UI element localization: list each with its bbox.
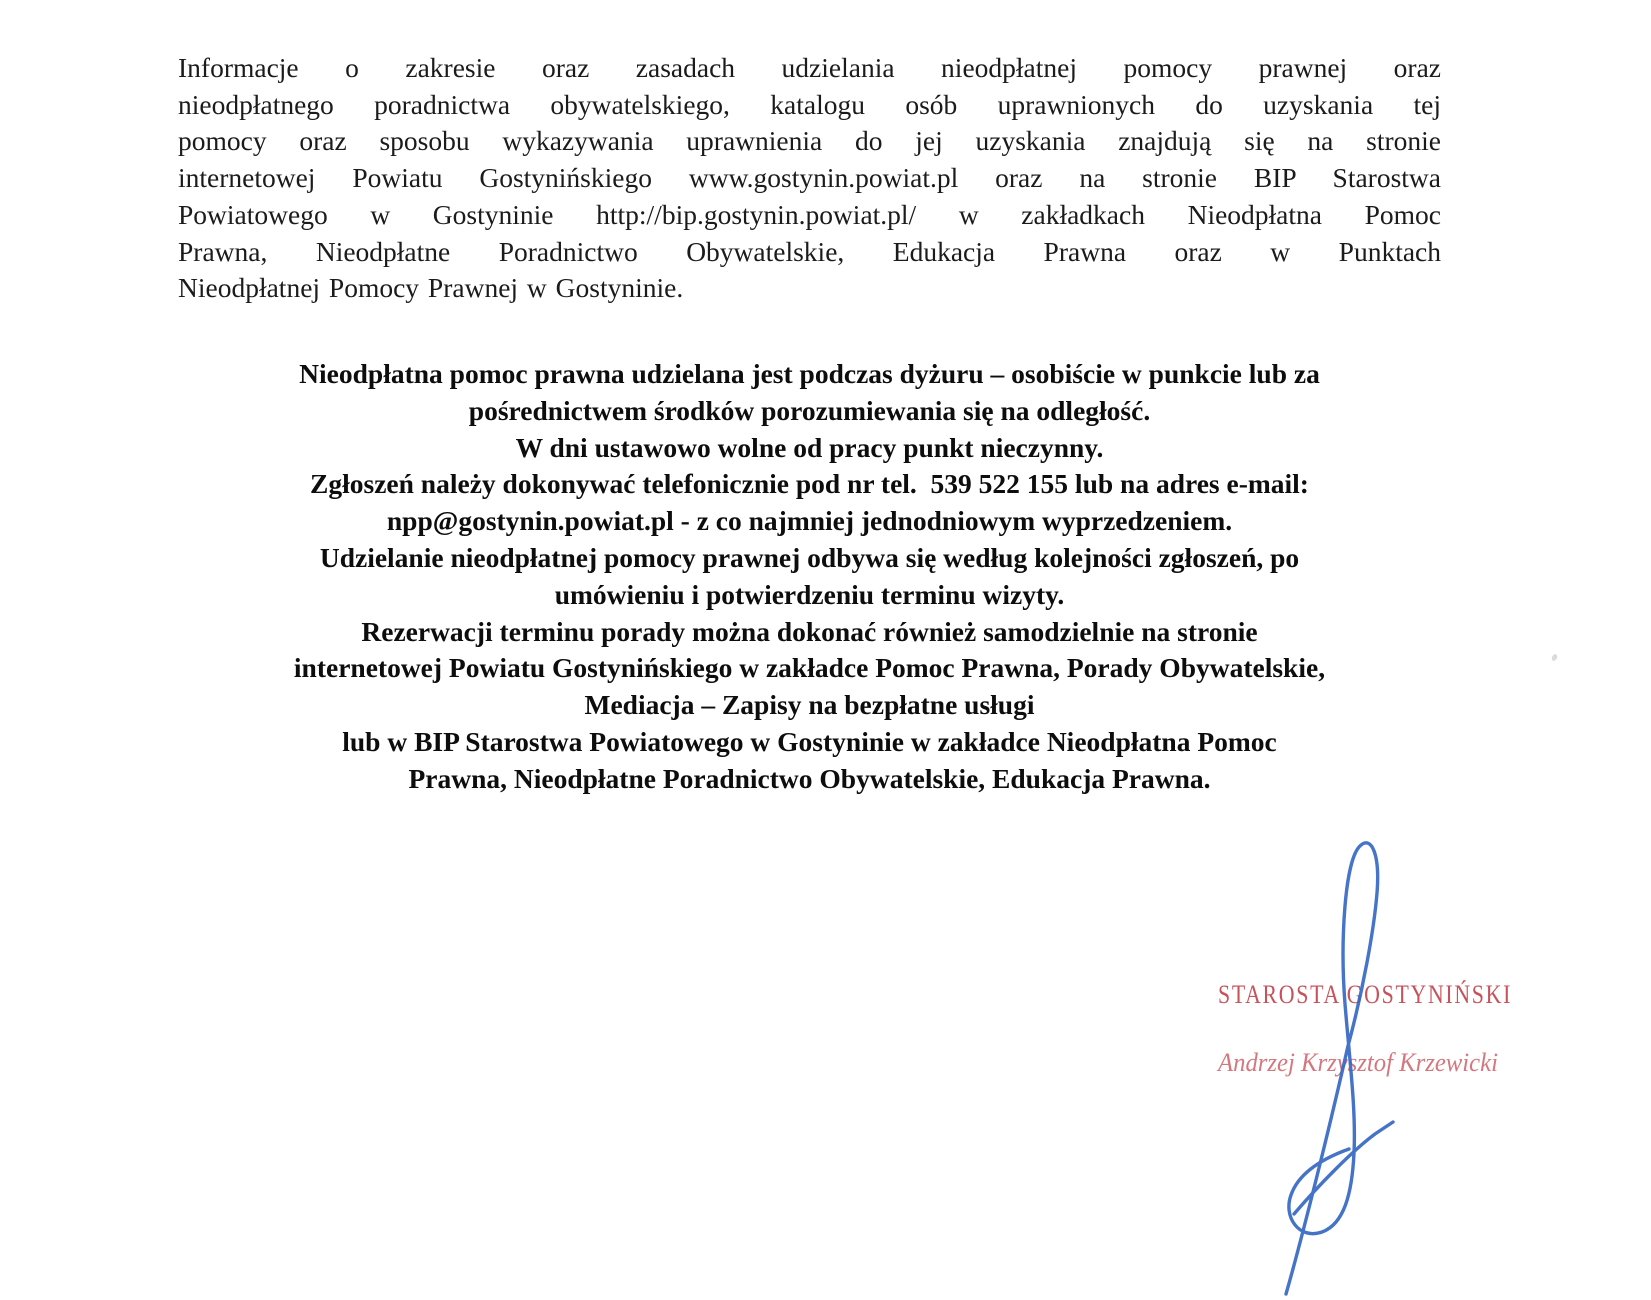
notice-line: Nieodpłatna pomoc prawna udzielana jest podczas dyżuru – osobiście w punkcie lub za [299, 358, 1320, 389]
paragraph-line: Powiatowego w Gostyninie http://bip.gostynin.powiat.pl/ w zakładkach Nieodpłatna Pomoc [178, 198, 1441, 230]
paragraph-line: pomocy oraz sposobu wykazywania uprawnienia do jej uzyskania znajdują się na stronie [178, 125, 1441, 157]
notice-line: Udzielanie nieodpłatnej pomocy prawnej odbywa się według kolejności zgłoszeń, po [319, 541, 1300, 573]
official-stamp [1218, 980, 1548, 1078]
notice-line: internetowej Powiatu Gostynińskiego w zakładce Pomoc Prawna, Porady Obywatelskie, [293, 652, 1326, 684]
paragraph-line: internetowej Powiatu Gostynińskiego www.gostynin.powiat.pl oraz na stronie BIP Starostwa [178, 162, 1441, 194]
paragraph-line: Nieodpłatnej Pomocy Prawnej w Gostyninie. [178, 272, 684, 304]
notice-line: Mediacja – Zapisy na bezpłatne usługi [584, 689, 1035, 721]
notice-line: Rezerwacji terminu porady można dokonać również samodzielnie na stronie [361, 615, 1258, 647]
notice-line: umówieniu i potwierdzeniu terminu wizyty. [554, 578, 1065, 610]
paragraph-line: Prawna, Nieodpłatne Poradnictwo Obywatelskie, Edukacja Prawna oraz w Punktach [178, 235, 1441, 267]
notice-line: lub w BIP Starostwa Powiatowego w Gostyninie w zakładce Nieodpłatna Pomoc [342, 725, 1277, 757]
stamp-office-title: STAROSTA GOSTYNIŃSKI [1218, 980, 1513, 1009]
paragraph-line: Informacje o zakresie oraz zasadach udzielania nieodpłatnej pomocy prawnej oraz [178, 52, 1441, 83]
notice-line: npp@gostynin.powiat.pl - z co najmniej jednodniowym wyprzedzeniem. [386, 505, 1233, 537]
scan-artifact-speck [1551, 653, 1559, 662]
notice-line: Zgłoszeń należy dokonywać telefonicznie pod nr tel. 539 522 155 lub na adres e-mail: [310, 468, 1309, 500]
stamp-person-name: Andrzej Krzysztof Krzewicki [1218, 1048, 1498, 1077]
notice-line: W dni ustawowo wolne od pracy punkt nieczynny. [515, 431, 1104, 463]
paragraph-line: nieodpłatnego poradnictwa obywatelskiego, katalogu osób uprawnionych do uzyskania tej [178, 88, 1441, 120]
notice-block [178, 356, 1441, 798]
intro-paragraph [178, 50, 1441, 307]
notice-line: pośrednictwem środków porozumiewania się na odległość. [468, 394, 1151, 426]
notice-line: Prawna, Nieodpłatne Poradnictwo Obywatelskie, Edukacja Prawna. [408, 762, 1211, 794]
